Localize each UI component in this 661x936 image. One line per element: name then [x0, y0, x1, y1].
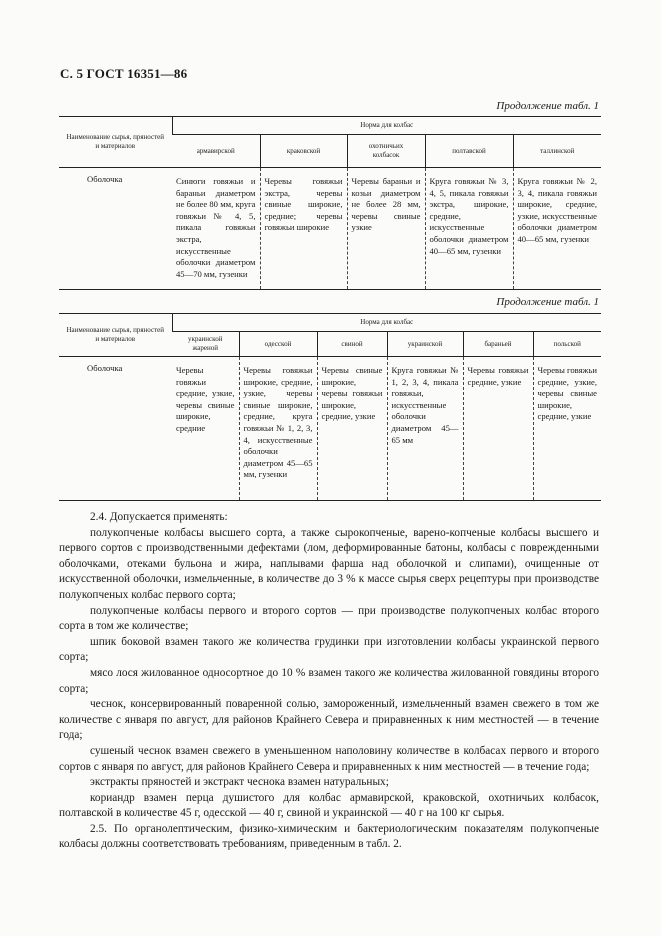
paragraph-2-4: 2.4. Допускается применять: — [90, 511, 228, 523]
paragraph: мясо лося жилованное односортное до 10 % взамен такого же количества жилованной говядины второго сорта; — [59, 666, 599, 695]
table1 — [59, 116, 601, 290]
table2-cell-mutton: Черевы говяжьи средние, узкие — [463, 357, 533, 501]
table2-cell-odessa: Черевы говяжьи широкие, средние, узкие, черевы свиные широкие, средние, круга говяжьи № 1, 2, 3, 4, искусственные оболочки диаметром 45—65 мм, гузенки — [239, 357, 317, 501]
table2-cell-ukr-fried: Черевы говяжьи средние, узкие, черевы свиные широкие, средние — [172, 357, 239, 501]
page-header: С. 5 ГОСТ 16351—86 — [60, 66, 188, 81]
table1-continuation-label: Продолжение табл. 1 — [496, 100, 599, 112]
paragraph: экстракты пряностей и экстракт чеснока взамен натуральных; — [90, 776, 389, 789]
table1-cell-krakow: Черевы говяжьи экстра, черевы свиные широкие, средние; черевы говяжьи широкие — [260, 168, 347, 290]
table1-norm-header: Норма для колбас — [172, 117, 601, 135]
table2-col-mutton: бараньей — [463, 332, 533, 357]
paragraph: кориандр взамен перца душистого для колбас армавирской, краковской, охотничьих колбасок, полтавской в количестве 45 г, одесской — 40 г, свиной и украинской — 40 г на 100 кг сырья. — [59, 791, 599, 820]
paragraph: чеснок, консервированный поваренной солью, замороженный, измельченный взамен свежего в том же количестве с января по август, для районов Крайнего Севера и приравненных к ним местностей — в течение года; — [59, 698, 599, 742]
table2 — [59, 313, 601, 501]
table1-cell-tallinn: Круга говяжьи № 2, 3, 4, пикала говяжьи широкие, средние, узкие, искусственные оболочки диаметром 40—65 мм, гузенки — [513, 168, 601, 290]
table2-col-odessa: одесской — [239, 332, 317, 357]
table2-col-ukrainian: украинской — [387, 332, 463, 357]
table1-row-name: Оболочка — [59, 168, 172, 290]
table1-col-armavir: армавирской — [172, 135, 260, 168]
table2-col-ukr-fried: украинской жареной — [172, 332, 239, 357]
table1-col-hunting: охотничьих колбасок — [347, 135, 425, 168]
table2-norm-header: Норма для колбас — [172, 314, 601, 332]
paragraph: полукопченые колбасы первого и второго сортов — при производстве полукопченых колбас второго сорта в том же количестве; — [59, 604, 599, 633]
table1-cell-poltava: Круга говяжьи № 3, 4, 5, пикала говяжьи экстра, широкие, средние, искусственные оболочки диаметром 40—65 мм, гузенки — [425, 168, 513, 290]
table1-col-poltava: полтавской — [425, 135, 513, 168]
table2-cell-pork: Черевы свиные широкие, черевы говяжьи широкие, средние, узкие — [317, 357, 387, 501]
table2-continuation-label: Продолжение табл. 1 — [496, 296, 599, 308]
table2-col-pork: свиной — [317, 332, 387, 357]
table1-cell-armavir: Синюги говяжьи и бараньи диаметром не более 80 мм, круга говяжьи № 4, 5, пикала говяжьи экстра, искусственные оболочки диаметром 45—70 мм, гузенки — [172, 168, 260, 290]
table1-col-tallinn: таллинской — [513, 135, 601, 168]
table2-col-polish: польской — [533, 332, 601, 357]
table2-name-header: Наименование сырья, пряностей и материалов — [59, 314, 172, 357]
table2-cell-ukrainian: Круга говяжьи № 1, 2, 3, 4, пикала говяжьи, искусственные оболочки диаметром 45—65 мм — [387, 357, 463, 501]
table1-col-krakow: краковской — [260, 135, 347, 168]
table1-cell-hunting: Черевы бараньи и козьи диаметром не более 28 мм, черевы свиные узкие — [347, 168, 425, 290]
table2-row-name: Оболочка — [59, 357, 172, 501]
table1-name-header: Наименование сырья, пряностей и материалов — [59, 117, 172, 168]
paragraph: сушеный чеснок взамен свежего в уменьшенном наполовину количестве в колбасах первого и второго сортов с января по август, для районов Крайнего Севера и приравненных к ним местностей — в течение года; — [59, 744, 599, 773]
paragraph: шпик боковой взамен такого же количества грудинки при изготовлении колбасы украинской первого сорта; — [59, 635, 599, 664]
paragraph: полукопченые колбасы высшего сорта, а также сырокопченые, варено-копченые колбасы высшего и первого сортов с производственными дефектами (лом, деформированные батоны, колбасы с поврежденными оболочками, отеками бульона и жира, наплывами фарша над оболочкой и слипами), очищенные от искусственной оболочки, измельченные, в количестве до 3 % к массе сырья сверх рецептуры при производстве полукопченых колбас первого сорта; — [59, 526, 599, 601]
paragraph-2-5: 2.5. По органолептическим, физико-химическим и бактериологическим показателям полукопченые колбасы должны соответствовать требованиям, приведенным в табл. 2. — [59, 822, 599, 851]
table2-cell-polish: Черевы говяжьи средние, узкие, черевы свиные широкие, средние, узкие — [533, 357, 601, 501]
body-text — [59, 510, 599, 853]
